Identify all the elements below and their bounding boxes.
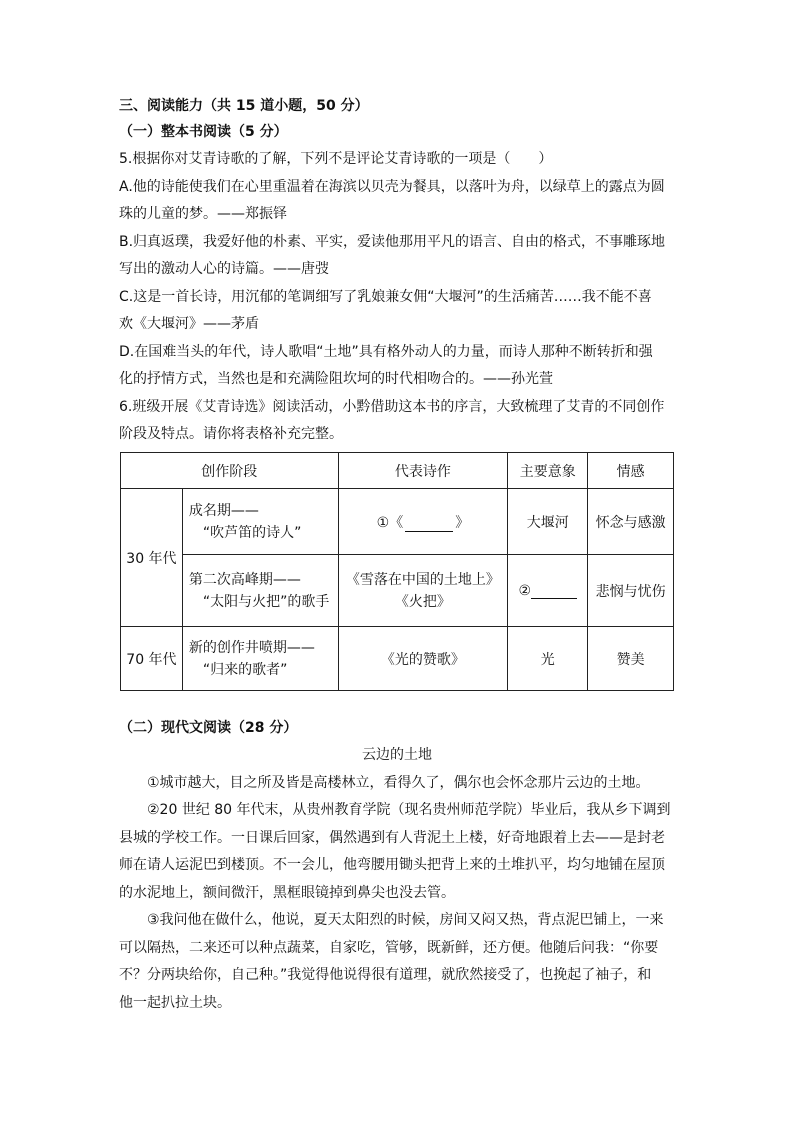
q5-option-b-line2: 写出的激动人心的诗篇。——唐弢: [119, 261, 329, 277]
poem-cell-blank-1: [338, 489, 508, 555]
emotion-cell: 怀念与感激: [588, 489, 674, 555]
era-70s: 70 年代: [121, 627, 183, 691]
paragraph-3-line3: 不？分两块给你，自己种。”我觉得他说得很有道理，就欣然接受了，也挽起了袖子，和: [119, 967, 652, 983]
poem-title: 《火把》: [394, 593, 451, 610]
paragraph-2-line3: 师在请人运泥巴到楼顶。不一会儿，他弯腰用锄头把背上来的土堆扒平，均匀地铺在屋顶: [119, 857, 665, 873]
q6-stem-line2: 阶段及特点。请你将表格补充完整。: [119, 426, 343, 442]
poem-cell: [338, 555, 508, 627]
poem-prefix: ①《: [376, 514, 404, 531]
q5-stem: 5.根据你对艾青诗歌的了解，下列不是评论艾青诗歌的一项是（ ）: [119, 151, 553, 167]
q5-option-d-line2: 化的抒情方式，当然也是和充满险阻坎坷的时代相吻合的。——孙光萱: [119, 371, 553, 387]
image-cell: 大堰河: [508, 489, 588, 555]
answer-blank-1[interactable]: [405, 517, 453, 532]
stage-title: “太阳与火把”的歌手: [202, 593, 330, 610]
q5-option-d-line1: D.在国难当头的年代，诗人歌唱“土地”具有格外动人的力量，而诗人那种不断转折和强: [119, 344, 653, 360]
emotion-cell: 赞美: [588, 627, 674, 691]
stage-cell: [182, 489, 338, 555]
paragraph-3-line1: ③我问他在做什么，他说，夏天太阳烈的时候，房间又闷又热，背点泥巴铺上，一来: [147, 912, 664, 928]
section-three-header: 三、阅读能力（共 15 道小题，50 分）: [119, 98, 369, 114]
header-stage: 创作阶段: [121, 453, 339, 489]
poetry-stages-table: [120, 452, 674, 691]
q6-stem-line1: 6.班级开展《艾青诗选》阅读活动，小黔借助这本书的序言，大致梳理了艾青的不同创作: [119, 399, 665, 415]
stage-title: “吹芦笛的诗人”: [202, 524, 302, 541]
poem-cell: 《光的赞歌》: [338, 627, 508, 691]
header-emotion: 情感: [588, 453, 674, 489]
header-image: 主要意象: [508, 453, 588, 489]
stage-cell: [182, 555, 338, 627]
part1-header: （一）整本书阅读（5 分）: [119, 124, 288, 140]
stage-title: 新的创作井喷期——: [188, 639, 315, 656]
table-header-row: [121, 453, 674, 489]
image-cell: 光: [508, 627, 588, 691]
header-poem: 代表诗作: [338, 453, 508, 489]
stage-cell: [182, 627, 338, 691]
q5-option-a-line1: A.他的诗能使我们在心里重温着在海滨以贝壳为餐具，以落叶为舟，以绿草上的露点为圆: [119, 179, 665, 195]
q5-option-c-line1: C.这是一首长诗，用沉郁的笔调细写了乳娘兼女佣“大堰河”的生活痛苦……我不能不喜: [119, 289, 652, 305]
table-row: [121, 555, 674, 627]
part2-header: （二）现代文阅读（28 分）: [119, 720, 298, 736]
stage-title: “归来的歌者”: [202, 661, 288, 678]
stage-title: 成名期——: [188, 502, 259, 519]
q5-option-a-line2: 珠的儿童的梦。——郑振铎: [119, 206, 287, 222]
emotion-cell: 悲悯与忧伤: [588, 555, 674, 627]
paragraph-2-line1: ②20 世纪 80 年代末，从贵州教育学院（现名贵州师范学院）毕业后，我从乡下调到: [147, 802, 671, 818]
paragraph-1: ①城市越大，目之所及皆是高楼林立，看得久了，偶尔也会怀念那片云边的土地。: [147, 775, 650, 791]
poem-title: 《雪落在中国的土地上》: [345, 571, 500, 588]
paragraph-3-line2: 可以隔热，二来还可以种点蔬菜，自家吃，管够，既新鲜，还方便。他随后问我：“你要: [119, 940, 659, 956]
paragraph-2-line2: 县城的学校工作。一日课后回家，偶然遇到有人背泥土上楼，好奇地跟着上去——是封老: [119, 830, 665, 846]
paragraph-2-line4: 的水泥地上，额间微汗，黑框眼镜掉到鼻尖也没去管。: [119, 885, 455, 901]
q5-option-b-line1: B.归真返璞，我爱好他的朴素、平实，爱读他那用平凡的语言、自由的格式，不事雕琢地: [119, 234, 666, 250]
table-row: [121, 489, 674, 555]
image-cell-blank-2: [508, 555, 588, 627]
answer-blank-2[interactable]: [531, 584, 577, 599]
image-prefix: ②: [518, 582, 531, 599]
era-30s: 30 年代: [121, 489, 183, 627]
stage-title: 第二次高峰期——: [188, 571, 301, 588]
poem-suffix: 》: [455, 514, 470, 531]
table-row: [121, 627, 674, 691]
article-title: 云边的土地: [362, 747, 432, 763]
q5-option-c-line2: 欢《大堰河》——茅盾: [119, 316, 259, 332]
paragraph-3-line4: 他一起扒拉土块。: [119, 995, 231, 1011]
